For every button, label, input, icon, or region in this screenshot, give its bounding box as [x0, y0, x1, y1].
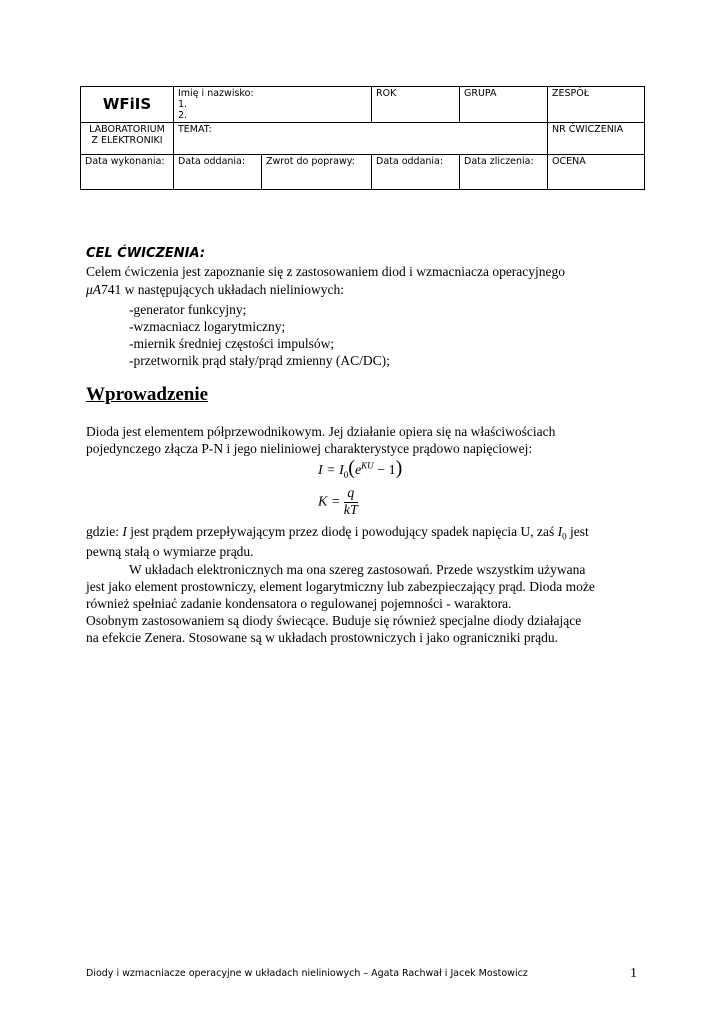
ocena-cell: OCENA — [548, 155, 645, 190]
zwrot-cell: Zwrot do poprawy: — [262, 155, 372, 190]
cel-line1: Celem ćwiczenia jest zapoznanie się z zastosowaniem diod i wzmacniacza operacyjnego — [86, 264, 566, 279]
data-oddania-cell-2: Data oddania: — [372, 155, 460, 190]
intro-p3-line1: W układach elektronicznych ma ona szereg zastosowań. Przede wszystkim używana — [129, 562, 586, 577]
lab-cell — [81, 123, 174, 155]
data-zliczenia-cell: Data zliczenia: — [460, 155, 548, 190]
formula-k: K = $\frac{q}{kT}$ — [318, 486, 358, 518]
list-item: -przetwornik prąd stały/prąd zmienny (AC/DC); — [129, 353, 390, 368]
cel-list — [129, 301, 390, 369]
data-wykonania-cell: Data wykonania: — [81, 155, 174, 190]
footer-text: Diody i wzmacniacze operacyjne w układach nieliniowych – Agata Rachwał i Jacek Mostowicz — [86, 968, 528, 979]
cel-line2-rest: 741 w następujących układach nieliniowych: — [101, 282, 344, 297]
intro-p3-line4: Osobnym zastosowaniem są diody świecące. Buduje się również specjalne diody działające — [86, 613, 582, 628]
section-heading: Wprowadzenie — [86, 384, 209, 405]
name-label: Imię i nazwisko: — [178, 88, 254, 99]
list-item: -wzmacniacz logarytmiczny; — [129, 319, 286, 334]
list-item: -miernik średniej częstości impulsów; — [129, 336, 335, 351]
lab-line1: LABORATORIUM — [89, 124, 165, 135]
grupa-cell: GRUPA — [460, 87, 548, 123]
intro-p1-line2: pojedynczego złącza P-N i jego nieliniowej charakterystyce prądowo napięciowej: — [86, 441, 533, 456]
lab-line2: Z ELEKTRONIKI — [91, 135, 163, 146]
intro-p2-line2: pewną stałą o wymiarze prądu. — [86, 544, 254, 559]
list-item: -generator funkcyjny; — [129, 302, 247, 317]
intro-p2-line1: gdzie: I jest prądem przepływającym przez diodę i powodujący spadek napięcia U, zaś $I_0$ jest — [86, 524, 589, 542]
name-cell — [174, 87, 372, 123]
mu-a-symbol: μA — [86, 282, 102, 297]
logo: WFiIS — [81, 87, 174, 123]
name-2: 2. — [178, 110, 188, 121]
cel-title: CEL ĆWICZENIA: — [86, 246, 206, 261]
formula-diode: $I = I_0(e^{KU} - 1)$ — [318, 457, 403, 480]
fraction: $\frac{q}{kT}$ — [343, 486, 358, 518]
intro-p1-line1: Dioda jest elementem półprzewodnikowym. Jej działanie opiera się na właściwościach — [86, 424, 556, 439]
zespol-cell: ZESPÓŁ — [548, 87, 645, 123]
rok-cell: ROK — [372, 87, 460, 123]
page-number: 1 — [630, 966, 637, 981]
intro-p3-line2: jest jako element prostowniczy, element logarytmiczny lub zabezpieczający prąd. Dioda może — [86, 579, 595, 594]
cel-line2 — [86, 281, 664, 298]
temat-cell: TEMAT: — [174, 123, 548, 155]
intro-p3-line5: na efekcie Zenera. Stosowane są w układach prostowniczych i jako ograniczniki prądu. — [86, 630, 558, 645]
nr-cwiczenia-cell: NR ĆWICZENIA — [548, 123, 645, 155]
name-1: 1. — [178, 99, 188, 110]
header-table — [80, 86, 645, 190]
data-oddania-cell-1: Data oddania: — [174, 155, 262, 190]
intro-p3-line3: również spełniać zadanie kondensatora o regulowanej pojemności - waraktora. — [86, 596, 512, 611]
